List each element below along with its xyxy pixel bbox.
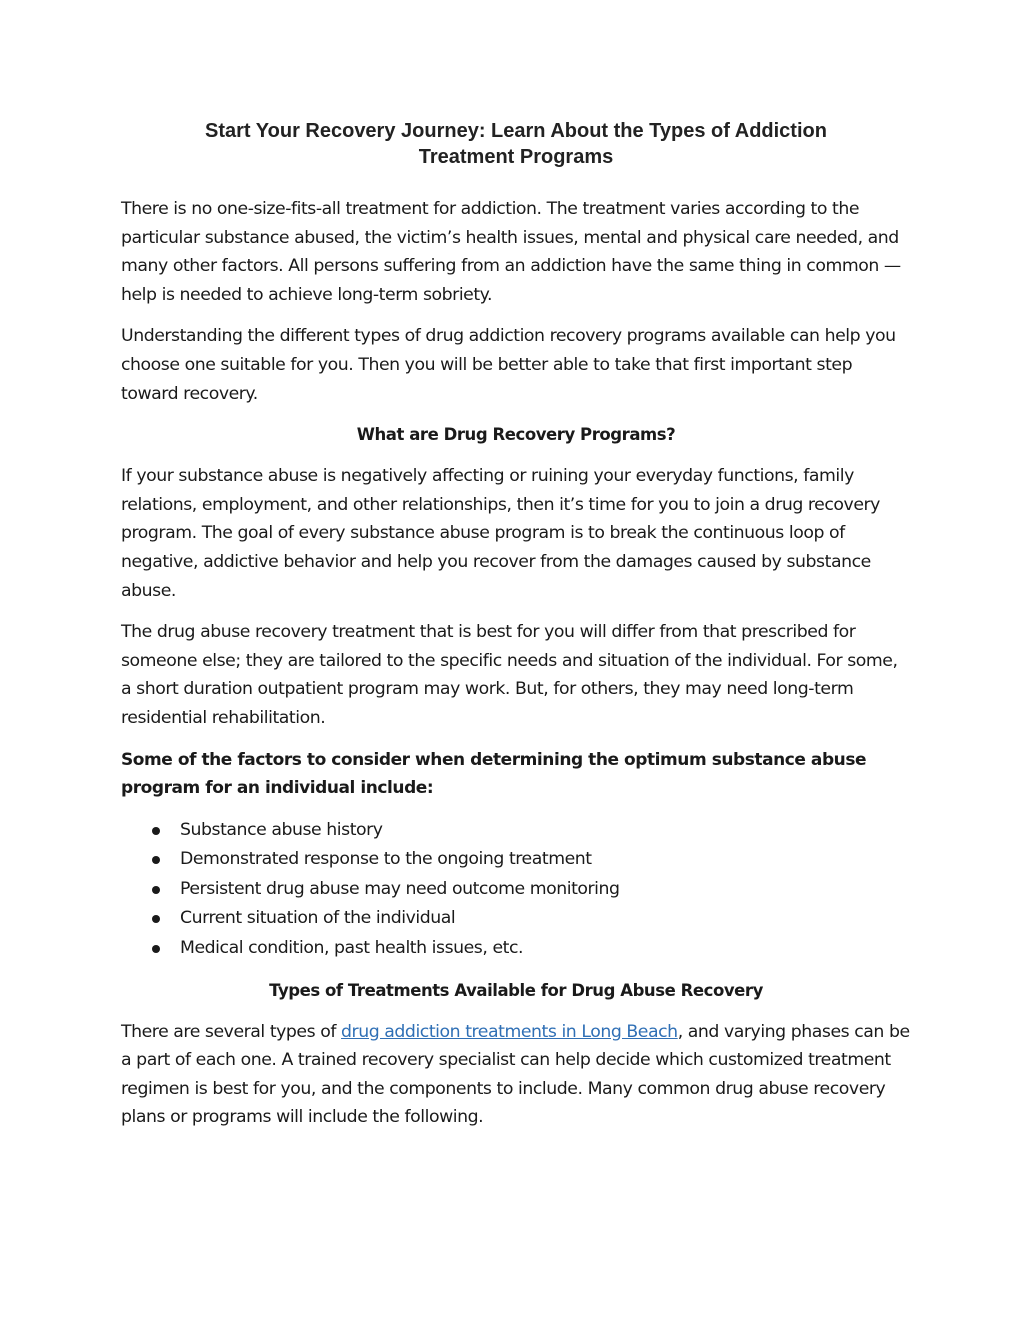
intro-paragraph-1: There is no one-size-fits-all treatment for addiction. The treatment varies according to the particular substance abused, the victim’s health issues, mental and physical care needed, and many other factors. All persons suffering from an addiction have the same thing in common — help is needed to achieve long-term sobriety. (121, 199, 901, 305)
list-item (152, 816, 911, 846)
section2-paragraph-1 (121, 1018, 911, 1132)
section2-text-before-link: There are several types of (121, 1021, 342, 1042)
list-item-text: Demonstrated response to the ongoing treatment (180, 849, 592, 870)
title-line-1: Start Your Recovery Journey: Learn About the Types of Addiction (205, 120, 827, 142)
list-item (152, 875, 911, 905)
list-item-text: Persistent drug abuse may need outcome monitoring (180, 878, 620, 899)
list-item-text: Substance abuse history (180, 819, 383, 840)
document-page (121, 118, 911, 1145)
bullet-icon (152, 915, 160, 923)
bullet-icon (152, 945, 160, 953)
title-line-2: Treatment Programs (418, 146, 614, 168)
drug-addiction-treatments-link[interactable]: drug addiction treatments in Long Beach (341, 1021, 678, 1042)
intro-paragraph-2: Understanding the different types of drug addiction recovery programs available can help you choose one suitable for you. Then you will be better able to take that first important step toward recovery. (121, 326, 896, 404)
section1-paragraph-1: If your substance abuse is negatively affecting or ruining your everyday functions, family relations, employment, and other relationships, then it’s time for you to join a drug recovery program. The goal of every substance abuse program is to break the continuous loop of negative, addictive behavior and help you recover from the damages caused by substance abuse. (121, 466, 880, 601)
list-item (152, 904, 911, 934)
section2-text-after-link: , and varying phases can be a part of each one. A trained recovery specialist can help decide which customized treatment regimen is best for you, and the components to include. Many common drug abuse recovery plans or programs will include the following. (121, 1021, 910, 1128)
section-heading-drug-recovery-programs: What are Drug Recovery Programs? (356, 425, 676, 445)
bullet-icon (152, 886, 160, 894)
section1-paragraph-2: The drug abuse recovery treatment that is best for you will differ from that prescribed for someone else; they are tailored to the specific needs and situation of the individual. For some, a short duration outpatient program may work. But, for others, they may need long-term residential rehabilitation. (121, 622, 898, 728)
list-item (152, 934, 911, 964)
list-item-text: Current situation of the individual (180, 908, 456, 929)
factors-list (121, 816, 911, 964)
factors-intro: Some of the factors to consider when determining the optimum substance abuse program for an individual include: (121, 749, 867, 799)
list-item-text: Medical condition, past health issues, etc. (180, 938, 524, 959)
bullet-icon (152, 827, 160, 835)
section-heading-treatment-types: Types of Treatments Available for Drug Abuse Recovery (269, 980, 763, 1000)
document-title (121, 118, 911, 170)
list-item (152, 845, 911, 875)
bullet-icon (152, 856, 160, 864)
